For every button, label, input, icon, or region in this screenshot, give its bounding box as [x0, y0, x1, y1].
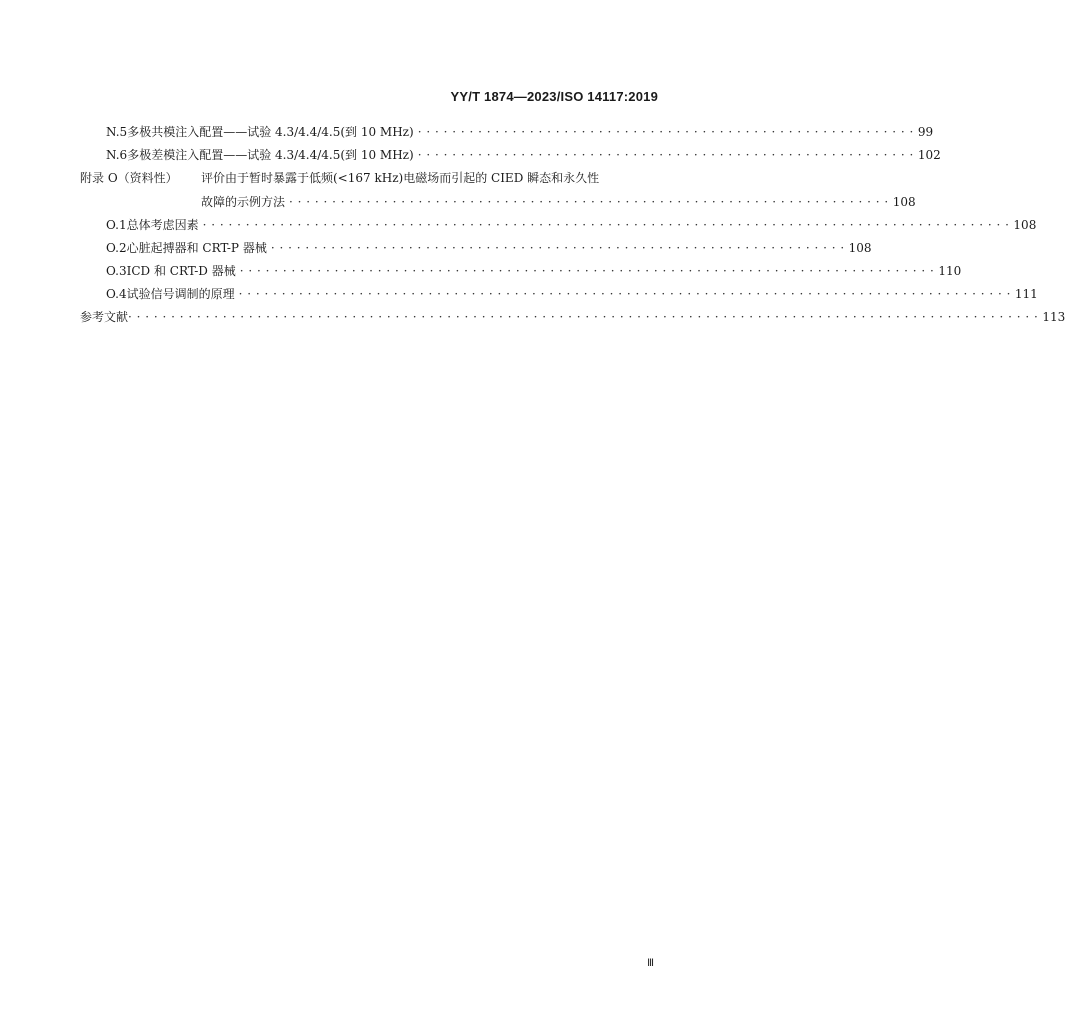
- dot-leader: · · · · · · · · · · · · · · · · · · · · · · · · · · · · · · · · · · · · · · · · · · · · · · · · · · · · · · · · · · · · · · · · · · · · · · · · · · · · · · · · · · · · · · · · · ·: [238, 287, 1011, 301]
- document-header: YY/T 1874—2023/ISO 14117:2019: [450, 89, 658, 104]
- toc-entry-n5[interactable]: [106, 123, 934, 141]
- toc-number: O.3: [106, 264, 127, 278]
- toc-entry-references[interactable]: [80, 308, 1065, 326]
- page-number-footer: Ⅲ: [647, 958, 654, 969]
- toc-number: O.4: [106, 287, 127, 301]
- toc-entry-o1[interactable]: [106, 216, 1037, 234]
- toc-title: 多极共模注入配置——试验 4.3/4.4/4.5(到 10 MHz): [127, 125, 414, 139]
- dot-leader: · · · · · · · · · · · · · · · · · · · · · · · · · · · · · · · · · · · · · · · · · · · · · · · · · · · · · · · · · ·: [417, 125, 914, 139]
- dot-leader: · · · · · · · · · · · · · · · · · · · · · · · · · · · · · · · · · · · · · · · · · · · · · · · · · · · · · · · · · · · · · · · · · · · · · · · · · · · · · · · · ·: [239, 264, 935, 278]
- dot-leader: · · · · · · · · · · · · · · · · · · · · · · · · · · · · · · · · · · · · · · · · · · · · · · · · · · · · · · · · · · · · · · · · · · · · · · · · · · · · · · · · · · · · · · · · · · · · · · · · · · · · · · · · · ·: [128, 310, 1039, 324]
- toc-number: O.2: [106, 241, 127, 255]
- toc-page-number: 108: [1013, 218, 1037, 232]
- toc-entry-o4[interactable]: [106, 285, 1038, 303]
- toc-title: 试验信号调制的原理: [126, 287, 235, 301]
- toc-page-number: 113: [1042, 310, 1065, 324]
- toc-title: 故障的示例方法: [201, 195, 286, 209]
- toc-number: N.6: [106, 148, 128, 162]
- dot-leader: · · · · · · · · · · · · · · · · · · · · · · · · · · · · · · · · · · · · · · · · · · · · · · · · · · · · · · · · · · · · · · · · · · · · · ·: [289, 195, 889, 209]
- toc-entry-annex-o[interactable]: [80, 169, 658, 187]
- toc-title: 总体考虑因素: [126, 218, 199, 232]
- toc-title: 心脏起搏器和 CRT-P 器械: [126, 241, 267, 255]
- toc-page-number: 110: [938, 264, 962, 278]
- toc-entry-annex-o-cont[interactable]: [201, 193, 916, 211]
- toc-entry-n6[interactable]: [106, 146, 941, 164]
- toc-entry-o2[interactable]: [106, 239, 872, 257]
- toc-title: 评价由于暂时暴露于低频(<167 kHz)电磁场而引起的 CIED 瞬态和永久性: [201, 171, 600, 185]
- toc-page-number: 99: [917, 125, 934, 139]
- toc-title: ICD 和 CRT-D 器械: [126, 264, 236, 278]
- dot-leader: · · · · · · · · · · · · · · · · · · · · · · · · · · · · · · · · · · · · · · · · · · · · · · · · · · · · · · · · · · · · · · · · · · · · · · · · · · · · · · · · · · · · · · · · · · · · · ·: [202, 218, 1010, 232]
- toc-entry-o3[interactable]: [106, 262, 962, 280]
- toc-annex-label: 附录 O（资料性）: [80, 171, 178, 185]
- toc-page-number: 108: [848, 241, 872, 255]
- toc-page-number: 111: [1014, 287, 1038, 301]
- dot-leader: · · · · · · · · · · · · · · · · · · · · · · · · · · · · · · · · · · · · · · · · · · · · · · · · · · · · · · · · · · · · · · · · · · ·: [270, 241, 845, 255]
- toc-number: O.1: [106, 218, 127, 232]
- toc-number: N.5: [106, 125, 128, 139]
- toc-title: 参考文献: [80, 310, 129, 324]
- toc-page-number: 108: [892, 195, 916, 209]
- dot-leader: · · · · · · · · · · · · · · · · · · · · · · · · · · · · · · · · · · · · · · · · · · · · · · · · · · · · · · · · · ·: [417, 148, 914, 162]
- toc-page-number: 102: [917, 148, 941, 162]
- toc-title: 多极差模注入配置——试验 4.3/4.4/4.5(到 10 MHz): [127, 148, 414, 162]
